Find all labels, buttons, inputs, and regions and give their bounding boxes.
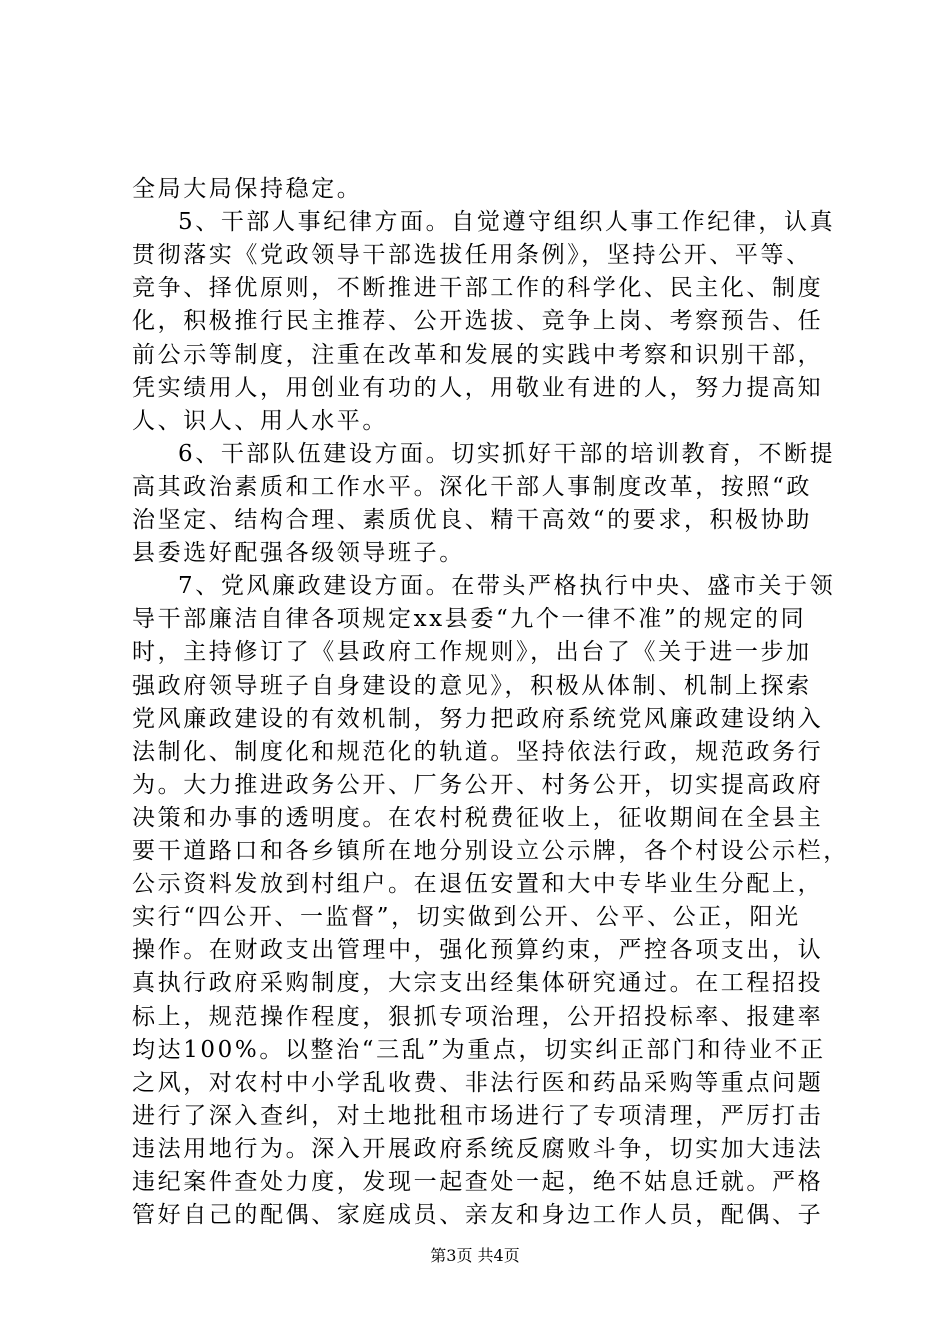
text-line: 党风廉政建设的有效机制，努力把政府系统党风廉政建设纳入 — [132, 705, 824, 732]
text-line: 决策和办事的透明度。在农村税费征收上，征收期间在全县主 — [132, 804, 824, 831]
text-line: 违纪案件查处力度，发现一起查处一起，绝不姑息迁就。严格 — [132, 1169, 824, 1195]
text-line: 之风，对农村中小学乱收费、非法行医和药品采购等重点问题 — [132, 1069, 824, 1096]
text-line: 均达100%。以整治“三乱”为重点，切实纠正部门和待业不正 — [132, 1036, 826, 1063]
paragraph-6-first-line: 6、干部队伍建设方面。切实抓好干部的培训教育，不断提 — [178, 440, 836, 467]
text-line: 前公示等制度，注重在改革和发展的实践中考察和识别干部， — [132, 341, 824, 368]
text-line: 竞争、择优原则，不断推进干部工作的科学化、民主化、制度 — [132, 275, 824, 302]
text-line: 高其政治素质和工作水平。深化干部人事制度改革，按照“政 — [132, 473, 812, 500]
text-line: 法制化、制度化和规范化的轨道。坚持依法行政，规范政务行 — [132, 738, 824, 765]
text-line: 导干部廉洁自律各项规定xx县委“九个一律不准”的规定的同 — [132, 606, 807, 633]
text-line: 强政府领导班子自身建设的意见》，积极从体制、机制上探索 — [132, 672, 812, 699]
paragraph-7-first-line: 7、党风廉政建设方面。在带头严格执行中央、盛市关于领 — [178, 573, 836, 600]
text-line: 县委选好配强各级领导班子。 — [132, 540, 465, 567]
text-line: 时，主持修订了《县政府工作规则》，出台了《关于进一步加 — [132, 639, 812, 666]
page-number-footer: 第3页 共4页 — [430, 1246, 520, 1265]
text-line: 要干道路口和各乡镇所在地分别设立公示牌，各个村设公示栏， — [132, 838, 849, 864]
text-line: 管好自己的配偶、家庭成员、亲友和身边工作人员，配偶、子 — [132, 1202, 824, 1229]
text-line: 贯彻落实《党政领导干部选拔任用条例》，坚持公开、平等、 — [132, 242, 812, 269]
paragraph-5-first-line: 5、干部人事纪律方面。自觉遵守组织人事工作纪律，认真 — [178, 209, 836, 236]
text-line: 化，积极推行民主推荐、公开选拔、竞争上岗、考察预告、任 — [132, 308, 824, 335]
text-line: 为。大力推进政务公开、厂务公开、村务公开，切实提高政府 — [132, 771, 824, 798]
text-line: 人、识人、用人水平。 — [132, 407, 388, 434]
text-line: 进行了深入查纠，对土地批租市场进行了专项清理，严厉打击 — [132, 1102, 824, 1129]
text-line: 治坚定、结构合理、素质优良、精干高效“的要求，积极协助 — [132, 507, 812, 533]
text-line: 标上，规范操作程度，狠抓专项治理，公开招投标率、报建率 — [132, 1003, 824, 1030]
text-line: 违法用地行为。深入开展政府系统反腐败斗争，切实加大违法 — [132, 1135, 824, 1162]
text-line: 凭实绩用人，用创业有功的人，用敬业有进的人，努力提高知 — [132, 374, 824, 401]
text-line: 公示资料发放到村组户。在退伍安置和大中专毕业生分配上， — [132, 871, 824, 898]
text-line: 操作。在财政支出管理中，强化预算约束，严控各项支出，认 — [132, 937, 824, 964]
text-line: 真执行政府采购制度，大宗支出经集体研究通过。在工程招投 — [132, 970, 824, 997]
text-line: 实行“四公开、一监督”，切实做到公开、公平、公正，阳光 — [132, 904, 801, 931]
text-line: 全局大局保持稳定。 — [132, 176, 363, 202]
